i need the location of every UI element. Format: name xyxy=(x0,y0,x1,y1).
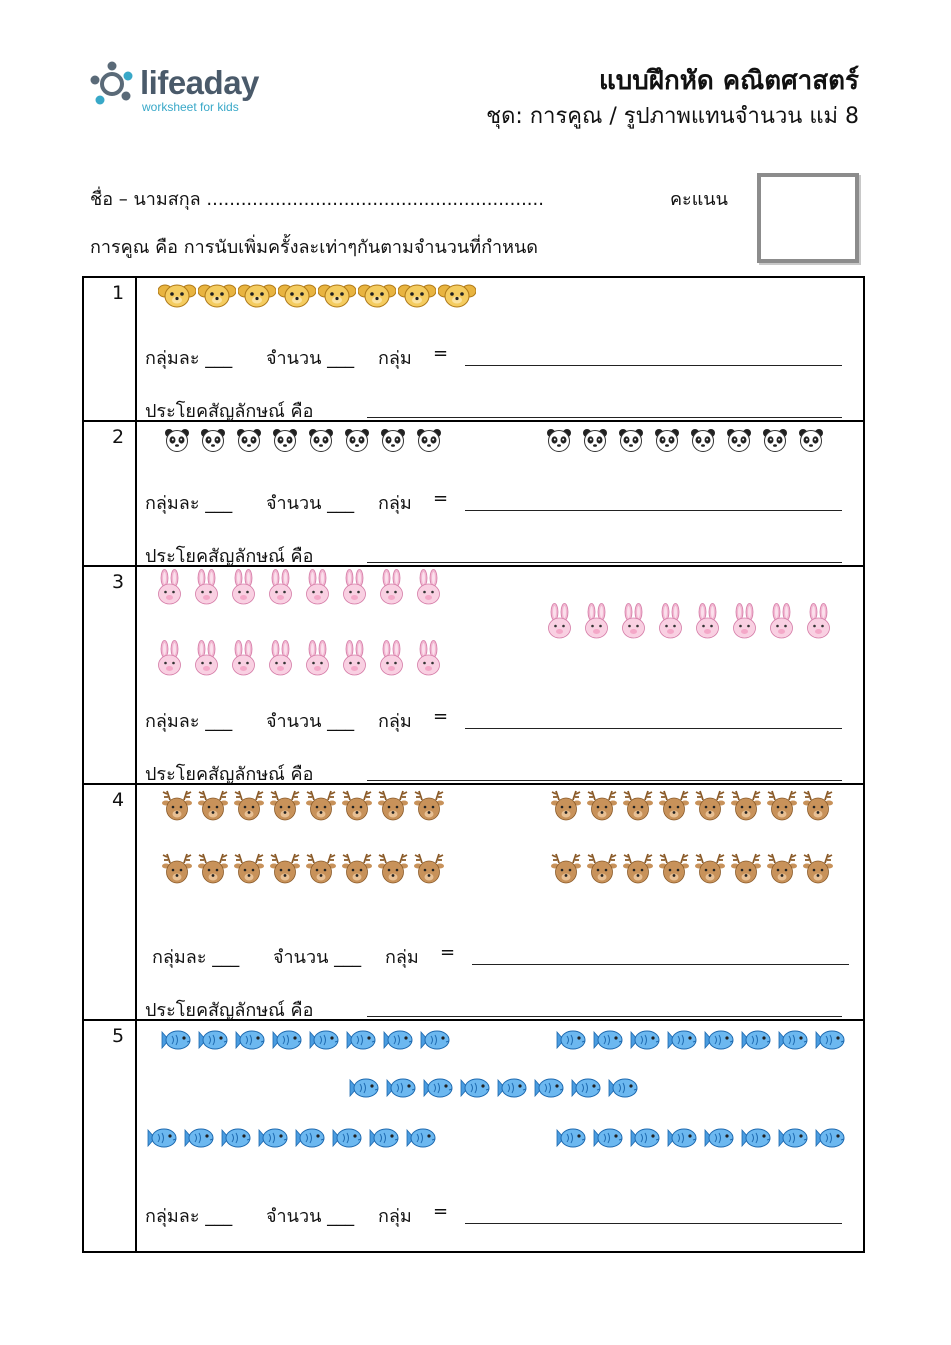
rabbit-icon xyxy=(415,569,442,605)
equals-sign: = xyxy=(433,706,449,727)
rabbit-icon xyxy=(341,640,368,676)
count-label: จำนวน ___ xyxy=(273,947,362,968)
answer-blank[interactable] xyxy=(465,365,842,366)
deer-icon xyxy=(623,788,653,822)
fish-icon xyxy=(331,1126,363,1150)
fish-icon xyxy=(348,1076,380,1100)
deer-icon xyxy=(162,851,192,885)
deer-icon xyxy=(198,788,228,822)
deer-icon xyxy=(551,851,581,885)
fish-icon xyxy=(160,1028,192,1052)
groups-label: กลุ่ม xyxy=(385,947,419,968)
dog-icon xyxy=(398,282,436,308)
count-label: จำนวน ___ xyxy=(266,1206,355,1227)
rabbit-icon xyxy=(768,603,795,639)
rabbit-icon xyxy=(156,640,183,676)
group-each-label: กลุ่มละ ___ xyxy=(145,1206,233,1227)
deer-icon xyxy=(767,851,797,885)
score-label: คะแนน xyxy=(670,189,728,210)
count-label: จำนวน ___ xyxy=(266,493,355,514)
dog-icon xyxy=(318,282,356,308)
answer-blank[interactable] xyxy=(465,510,842,511)
fish-icon xyxy=(703,1028,735,1052)
lifeaday-logo xyxy=(88,60,288,116)
group-each-label: กลุ่มละ ___ xyxy=(145,493,233,514)
panda-icon xyxy=(762,427,788,453)
page-title: แบบฝึกหัด คณิตศาสตร์ xyxy=(598,66,859,96)
groups-label: กลุ่ม xyxy=(378,1206,412,1227)
equals-sign: = xyxy=(440,942,456,963)
sentence-label: ประโยคสัญลักษณ์ คือ xyxy=(145,764,314,785)
fish-icon-group xyxy=(555,1126,846,1150)
fish-icon xyxy=(740,1126,772,1150)
deer-icon xyxy=(270,788,300,822)
rabbit-icon xyxy=(583,603,610,639)
panda-icon xyxy=(416,427,442,453)
groups-label: กลุ่ม xyxy=(378,711,412,732)
deer-icon xyxy=(659,851,689,885)
fish-icon xyxy=(740,1028,772,1052)
panda-icon xyxy=(546,427,572,453)
dog-icon xyxy=(278,282,316,308)
deer-icon xyxy=(803,851,833,885)
deer-icon xyxy=(731,851,761,885)
deer-icon xyxy=(695,788,725,822)
rabbit-icon xyxy=(156,569,183,605)
problem-number: 1 xyxy=(112,282,125,304)
rabbit-icon xyxy=(546,603,573,639)
rabbit-icon xyxy=(620,603,647,639)
fish-icon xyxy=(814,1028,846,1052)
deer-icon-group xyxy=(551,851,833,885)
fish-icon xyxy=(271,1028,303,1052)
logo-subtext: worksheet for kids xyxy=(142,100,239,114)
fish-icon xyxy=(257,1126,289,1150)
equals-sign: = xyxy=(433,488,449,509)
deer-icon xyxy=(198,851,228,885)
fish-icon xyxy=(629,1028,661,1052)
deer-icon xyxy=(162,788,192,822)
fish-icon xyxy=(382,1028,414,1052)
dog-icon xyxy=(438,282,476,308)
panda-icon xyxy=(618,427,644,453)
panda-icon xyxy=(654,427,680,453)
fish-icon xyxy=(405,1126,437,1150)
fish-icon xyxy=(294,1126,326,1150)
deer-icon xyxy=(731,788,761,822)
fish-icon xyxy=(570,1076,602,1100)
panda-icon xyxy=(272,427,298,453)
deer-icon xyxy=(414,788,444,822)
rabbit-icon xyxy=(657,603,684,639)
fish-icon xyxy=(777,1028,809,1052)
dog-icon xyxy=(198,282,236,308)
rabbit-icon xyxy=(378,569,405,605)
dog-icon xyxy=(358,282,396,308)
fish-icon-group xyxy=(160,1028,451,1052)
deer-icon xyxy=(659,788,689,822)
answer-blank[interactable] xyxy=(472,964,849,965)
sentence-blank[interactable] xyxy=(367,1016,842,1017)
rabbit-icon xyxy=(415,640,442,676)
logo-icon xyxy=(88,60,138,110)
table-divider-vertical xyxy=(135,276,137,1253)
fish-icon xyxy=(533,1076,565,1100)
equals-sign: = xyxy=(433,343,449,364)
group-each-label: กลุ่มละ ___ xyxy=(152,947,240,968)
fish-icon-group xyxy=(348,1076,639,1100)
rabbit-icon xyxy=(304,640,331,676)
deer-icon xyxy=(587,788,617,822)
deer-icon xyxy=(551,788,581,822)
rabbit-icon-group xyxy=(156,640,442,676)
deer-icon xyxy=(378,851,408,885)
fish-icon xyxy=(496,1076,528,1100)
dog-icon xyxy=(238,282,276,308)
deer-icon xyxy=(234,788,264,822)
deer-icon xyxy=(306,788,336,822)
panda-icon xyxy=(582,427,608,453)
fish-icon xyxy=(592,1126,624,1150)
fish-icon xyxy=(345,1028,377,1052)
deer-icon xyxy=(270,851,300,885)
problem-number: 2 xyxy=(112,426,125,448)
fish-icon xyxy=(419,1028,451,1052)
deer-icon-group xyxy=(162,788,444,822)
rabbit-icon xyxy=(341,569,368,605)
fish-icon xyxy=(666,1028,698,1052)
panda-icon xyxy=(726,427,752,453)
dog-icon xyxy=(158,282,196,308)
fish-icon xyxy=(592,1028,624,1052)
deer-icon xyxy=(587,851,617,885)
fish-icon xyxy=(234,1028,266,1052)
panda-icon xyxy=(344,427,370,453)
problem-number: 5 xyxy=(112,1025,125,1047)
fish-icon xyxy=(459,1076,491,1100)
deer-icon-group xyxy=(162,851,444,885)
fish-icon xyxy=(777,1126,809,1150)
fish-icon xyxy=(703,1126,735,1150)
fish-icon xyxy=(629,1126,661,1150)
fish-icon-group xyxy=(146,1126,437,1150)
fish-icon xyxy=(814,1126,846,1150)
deer-icon xyxy=(695,851,725,885)
fish-icon xyxy=(146,1126,178,1150)
rabbit-icon xyxy=(267,640,294,676)
sentence-blank[interactable] xyxy=(367,562,842,563)
group-each-label: กลุ่มละ ___ xyxy=(145,711,233,732)
sentence-label: ประโยคสัญลักษณ์ คือ xyxy=(145,1000,314,1021)
name-field[interactable]: ชื่อ – นามสกุล ........................................................... xyxy=(90,189,544,210)
groups-label: กลุ่ม xyxy=(378,493,412,514)
fish-icon xyxy=(607,1076,639,1100)
panda-icon xyxy=(200,427,226,453)
sentence-blank[interactable] xyxy=(367,417,842,418)
page-subtitle: ชุด: การคูณ / รูปภาพแทนจำนวน แม่ 8 xyxy=(486,104,859,129)
panda-icon xyxy=(690,427,716,453)
rabbit-icon xyxy=(694,603,721,639)
fish-icon xyxy=(220,1126,252,1150)
rabbit-icon xyxy=(805,603,832,639)
panda-icon xyxy=(236,427,262,453)
sentence-blank[interactable] xyxy=(367,780,842,781)
rabbit-icon xyxy=(193,569,220,605)
fish-icon xyxy=(308,1028,340,1052)
problem-number: 3 xyxy=(112,571,125,593)
deer-icon xyxy=(342,788,372,822)
panda-icon-group xyxy=(164,427,442,453)
panda-icon-group xyxy=(546,427,824,453)
rabbit-icon-group xyxy=(156,569,442,605)
fish-icon-group xyxy=(555,1028,846,1052)
deer-icon xyxy=(306,851,336,885)
count-label: จำนวน ___ xyxy=(266,348,355,369)
panda-icon xyxy=(164,427,190,453)
deer-icon xyxy=(378,788,408,822)
sentence-label: ประโยคสัญลักษณ์ คือ xyxy=(145,546,314,567)
deer-icon xyxy=(234,851,264,885)
definition-text: การคูณ คือ การนับเพิ่มครั้งละเท่าๆกันตามจำนวนที่กำหนด xyxy=(90,237,538,258)
panda-icon xyxy=(308,427,334,453)
equals-sign: = xyxy=(433,1201,449,1222)
score-box[interactable] xyxy=(757,173,859,263)
deer-icon xyxy=(803,788,833,822)
rabbit-icon xyxy=(267,569,294,605)
deer-icon xyxy=(342,851,372,885)
fish-icon xyxy=(183,1126,215,1150)
fish-icon xyxy=(422,1076,454,1100)
rabbit-icon xyxy=(304,569,331,605)
panda-icon xyxy=(798,427,824,453)
panda-icon xyxy=(380,427,406,453)
count-label: จำนวน ___ xyxy=(266,711,355,732)
fish-icon xyxy=(555,1126,587,1150)
rabbit-icon xyxy=(230,569,257,605)
fish-icon xyxy=(666,1126,698,1150)
group-each-label: กลุ่มละ ___ xyxy=(145,348,233,369)
rabbit-icon xyxy=(230,640,257,676)
groups-label: กลุ่ม xyxy=(378,348,412,369)
deer-icon xyxy=(767,788,797,822)
dog-icon-group xyxy=(158,282,476,308)
rabbit-icon xyxy=(731,603,758,639)
fish-icon xyxy=(197,1028,229,1052)
deer-icon xyxy=(414,851,444,885)
rabbit-icon xyxy=(378,640,405,676)
deer-icon-group xyxy=(551,788,833,822)
fish-icon xyxy=(555,1028,587,1052)
fish-icon xyxy=(385,1076,417,1100)
deer-icon xyxy=(623,851,653,885)
answer-blank[interactable] xyxy=(465,728,842,729)
problem-number: 4 xyxy=(112,789,125,811)
rabbit-icon xyxy=(193,640,220,676)
rabbit-icon-group xyxy=(546,603,832,639)
fish-icon xyxy=(368,1126,400,1150)
sentence-label: ประโยคสัญลักษณ์ คือ xyxy=(145,401,314,422)
logo-text: lifeaday xyxy=(140,64,259,101)
answer-blank[interactable] xyxy=(465,1223,842,1224)
